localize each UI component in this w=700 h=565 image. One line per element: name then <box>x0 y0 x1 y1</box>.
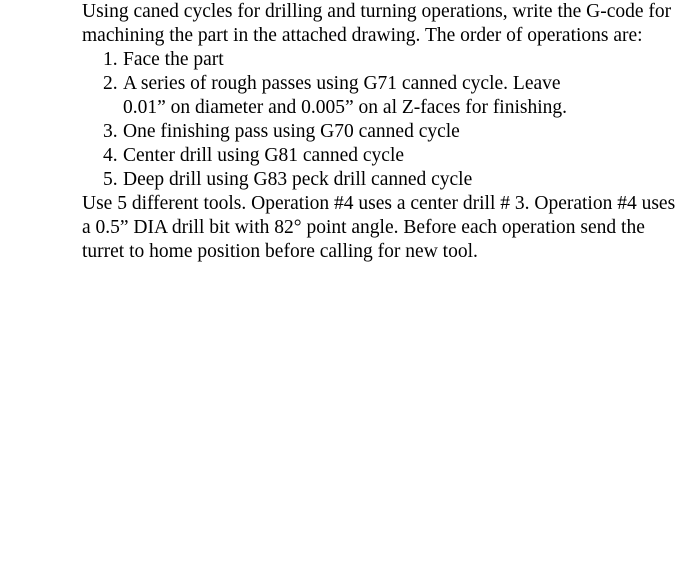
intro-paragraph: Using caned cycles for drilling and turning operations, write the G-code for machining the part in the attached drawing. The order of operations are: <box>82 1 672 46</box>
operations-list <box>82 48 682 192</box>
list-item-number: 1. <box>103 49 118 70</box>
list-item-text: Face the part <box>123 49 224 70</box>
list-item-text: Deep drill using G83 peck drill canned cycle <box>123 169 473 190</box>
problem-statement <box>82 0 682 264</box>
list-item <box>103 168 682 192</box>
list-item-text: Center drill using G81 canned cycle <box>123 145 405 166</box>
list-item <box>103 48 682 72</box>
list-item-text: A series of rough passes using G71 canned cycle. Leave 0.01” on diameter and 0.005” on al Z-faces for finishing. <box>123 73 568 118</box>
list-item <box>103 72 682 120</box>
list-item-text: One finishing pass using G70 canned cycle <box>123 121 460 142</box>
closing-paragraph: Use 5 different tools. Operation #4 uses a center drill # 3. Operation #4 uses a 0.5” DIA drill bit with 82° point angle. Before each operation send the turret to home position before calling for new tool. <box>82 193 676 262</box>
list-item-number: 4. <box>103 145 118 166</box>
list-item <box>103 120 682 144</box>
list-item-number: 5. <box>103 169 118 190</box>
list-item <box>103 144 682 168</box>
list-item-number: 3. <box>103 121 118 142</box>
list-item-number: 2. <box>103 73 118 94</box>
